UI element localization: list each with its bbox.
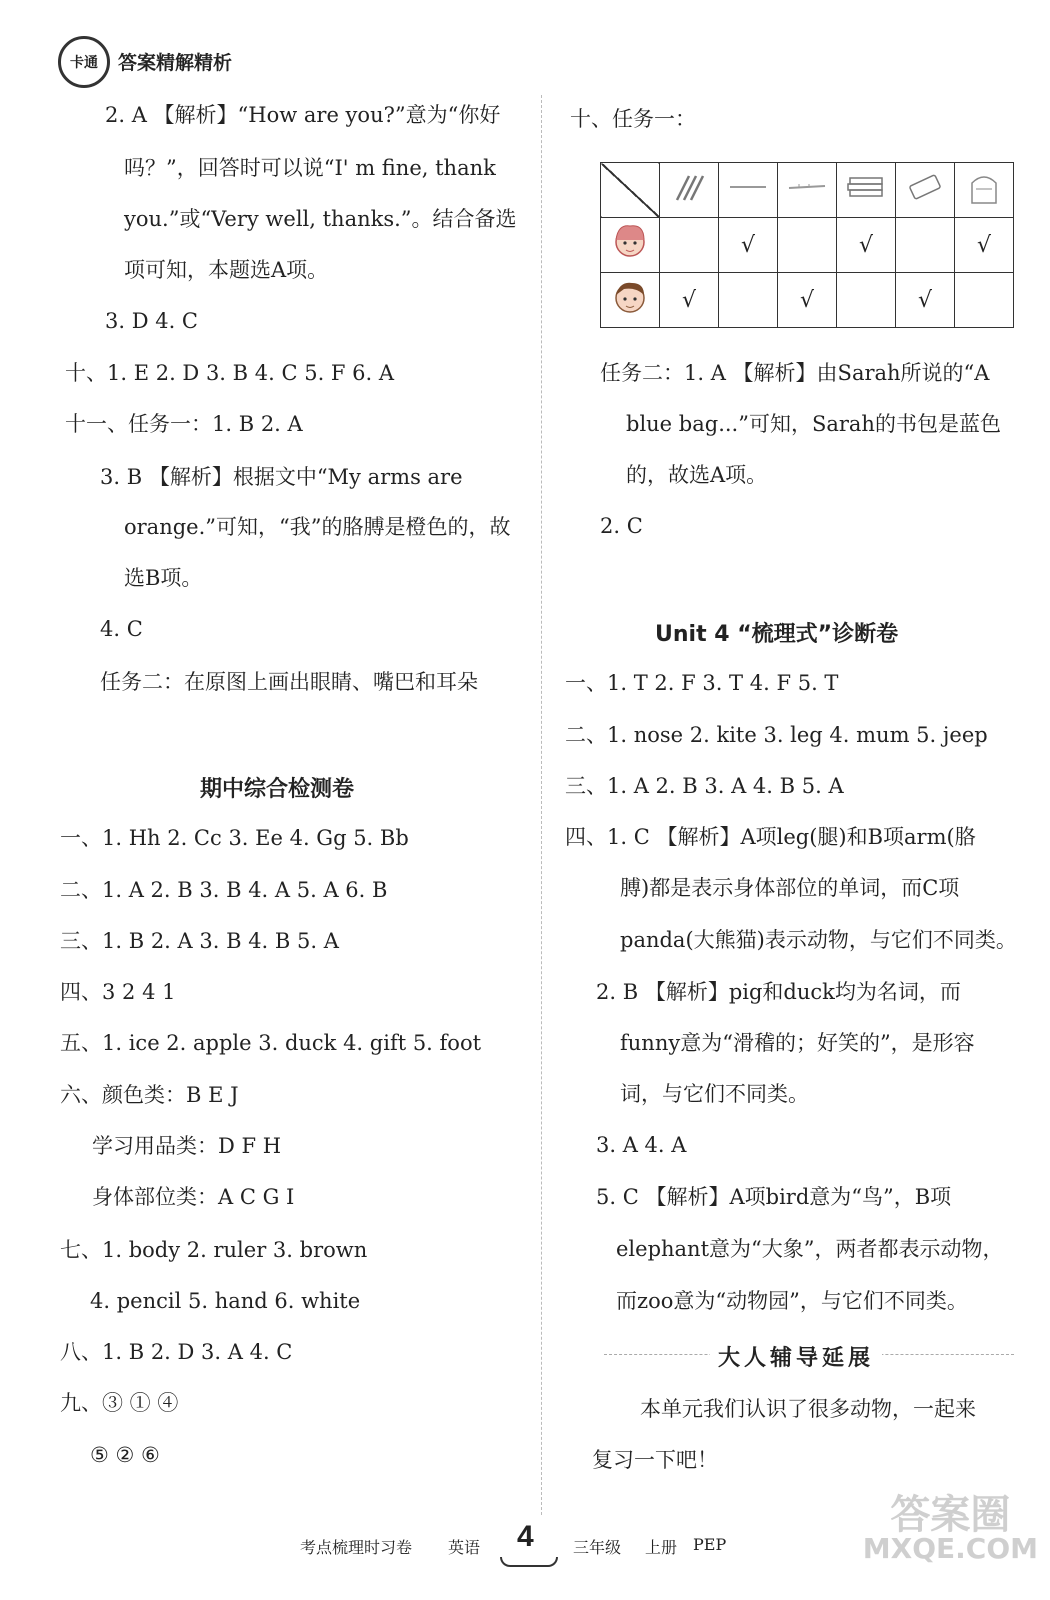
check-mark	[660, 218, 719, 273]
answer-line: 吗？”，回答时可以说“I' m fine, thank	[124, 156, 496, 180]
check-mark	[896, 218, 955, 273]
girl-avatar	[601, 218, 660, 273]
answer-line: 本单元我们认识了很多动物，一起来	[640, 1397, 976, 1421]
footer-volume: 上册	[645, 1538, 678, 1557]
section-title-midterm: 期中综合检测卷	[200, 777, 355, 802]
check-mark: √	[719, 218, 778, 273]
watermark-line1: 答案圈	[890, 1492, 1011, 1538]
footer-series: 考点梳理时习卷	[300, 1538, 413, 1557]
answer-line: you.”或“Very well, thanks.”。结合备选	[124, 207, 517, 231]
answer-line: 而zoo意为“动物园”，与它们不同类。	[616, 1289, 968, 1313]
answer-line: 一、1. Hh 2. Cc 3. Ee 4. Gg 5. Bb	[60, 826, 409, 850]
watermark-line2: MXQE.COM	[862, 1532, 1038, 1565]
check-mark: √	[837, 218, 896, 273]
answer-line: 2. C	[600, 514, 643, 538]
answer-line: 4. C	[100, 617, 143, 641]
answer-line: 4. pencil 5. hand 6. white	[90, 1289, 361, 1313]
answer-line: 三、1. A 2. B 3. A 4. B 5. A	[565, 774, 844, 798]
diagonal-corner-cell	[601, 163, 660, 218]
pen-icon	[719, 163, 778, 218]
check-mark: √	[896, 273, 955, 328]
footer-edition: PEP	[693, 1535, 727, 1554]
answer-line: 十、1. E 2. D 3. B 4. C 5. F 6. A	[65, 361, 395, 385]
pencils-icon	[660, 163, 719, 218]
answer-line: 词，与它们不同类。	[620, 1082, 809, 1106]
answer-line: orange.”可知，“我”的胳膊是橙色的，故	[124, 515, 511, 539]
answer-line: 2. B 【解析】pig和duck均为名词，而	[596, 980, 961, 1004]
answer-line: 3. D 4. C	[105, 309, 199, 333]
check-mark: √	[660, 273, 719, 328]
answer-line: blue bag...”可知，Sarah的书包是蓝色	[626, 412, 1001, 436]
answer-line: 二、1. A 2. B 3. B 4. A 5. A 6. B	[60, 878, 388, 902]
check-mark	[719, 273, 778, 328]
section-title-unit4: Unit 4 “梳理式”诊断卷	[655, 622, 899, 647]
check-mark: √	[778, 273, 837, 328]
logo-text: 卡通	[70, 55, 98, 71]
answer-line: 五、1. ice 2. apple 3. duck 4. gift 5. foot	[60, 1031, 482, 1055]
answer-line: 八、1. B 2. D 3. A 4. C	[60, 1340, 293, 1364]
answer-line: 二、1. nose 2. kite 3. leg 4. mum 5. jeep	[565, 723, 988, 747]
footer-grade: 三年级	[573, 1538, 622, 1557]
answer-line: ⑤ ② ⑥	[90, 1443, 160, 1467]
footer-subject: 英语	[448, 1538, 481, 1557]
answer-line: 身体部位类：A C G I	[92, 1185, 295, 1209]
check-mark: √	[955, 218, 1014, 273]
answer-line: 任务二：在原图上画出眼睛、嘴巴和耳朵	[100, 670, 478, 694]
answer-line: 5. C 【解析】A项bird意为“鸟”，B项	[596, 1185, 952, 1209]
page-number-brace	[500, 1557, 558, 1567]
extension-title: 大人辅导延展	[710, 1341, 882, 1372]
answer-line: 四、3 2 4 1	[60, 980, 176, 1004]
check-mark	[955, 273, 1014, 328]
answer-line: 项可知，本题选A项。	[124, 258, 329, 282]
page-number: 4	[517, 1520, 534, 1553]
check-mark	[778, 218, 837, 273]
answer-line: 七、1. body 2. ruler 3. brown	[60, 1238, 368, 1262]
answer-line: 复习一下吧！	[592, 1448, 718, 1472]
logo	[58, 36, 110, 88]
task-table	[600, 162, 1014, 328]
answer-line: 的，故选A项。	[626, 463, 768, 487]
answer-line: 3. B 【解析】根据文中“My arms are	[100, 465, 463, 489]
answer-line: 十、任务一：	[570, 107, 696, 131]
watermark	[862, 1492, 1038, 1565]
eraser-icon	[896, 163, 955, 218]
bag-icon	[955, 163, 1014, 218]
answer-line: panda(大熊猫)表示动物，与它们不同类。	[620, 928, 1017, 952]
check-mark	[837, 273, 896, 328]
answer-line: 3. A 4. A	[596, 1133, 687, 1157]
answer-line: 九、③ ① ④	[60, 1391, 179, 1415]
boy-avatar	[601, 273, 660, 328]
answer-line: 选B项。	[124, 566, 203, 590]
answer-line: elephant意为“大象”，两者都表示动物，	[616, 1237, 1004, 1261]
answer-line: 膊)都是表示身体部位的单词，而C项	[620, 876, 960, 900]
answer-line: 四、1. C 【解析】A项leg(腿)和B项arm(胳	[565, 825, 976, 849]
answer-line: 三、1. B 2. A 3. B 4. B 5. A	[60, 929, 339, 953]
answer-line: 学习用品类：D F H	[92, 1134, 282, 1158]
answer-line: 十一、任务一：1. B 2. A	[65, 412, 303, 436]
header-title: 答案精解精析	[118, 52, 233, 74]
books-icon	[837, 163, 896, 218]
answer-line: 2. A 【解析】“How are you?”意为“你好	[105, 103, 501, 127]
answer-line: 任务二：1. A 【解析】由Sarah所说的“A	[600, 361, 990, 385]
column-separator	[541, 95, 542, 1515]
answer-line: funny意为“滑稽的；好笑的”，是形容	[620, 1031, 975, 1055]
answer-line: 一、1. T 2. F 3. T 4. F 5. T	[565, 671, 839, 695]
ruler-icon	[778, 163, 837, 218]
answer-line: 六、颜色类：B E J	[60, 1083, 239, 1107]
